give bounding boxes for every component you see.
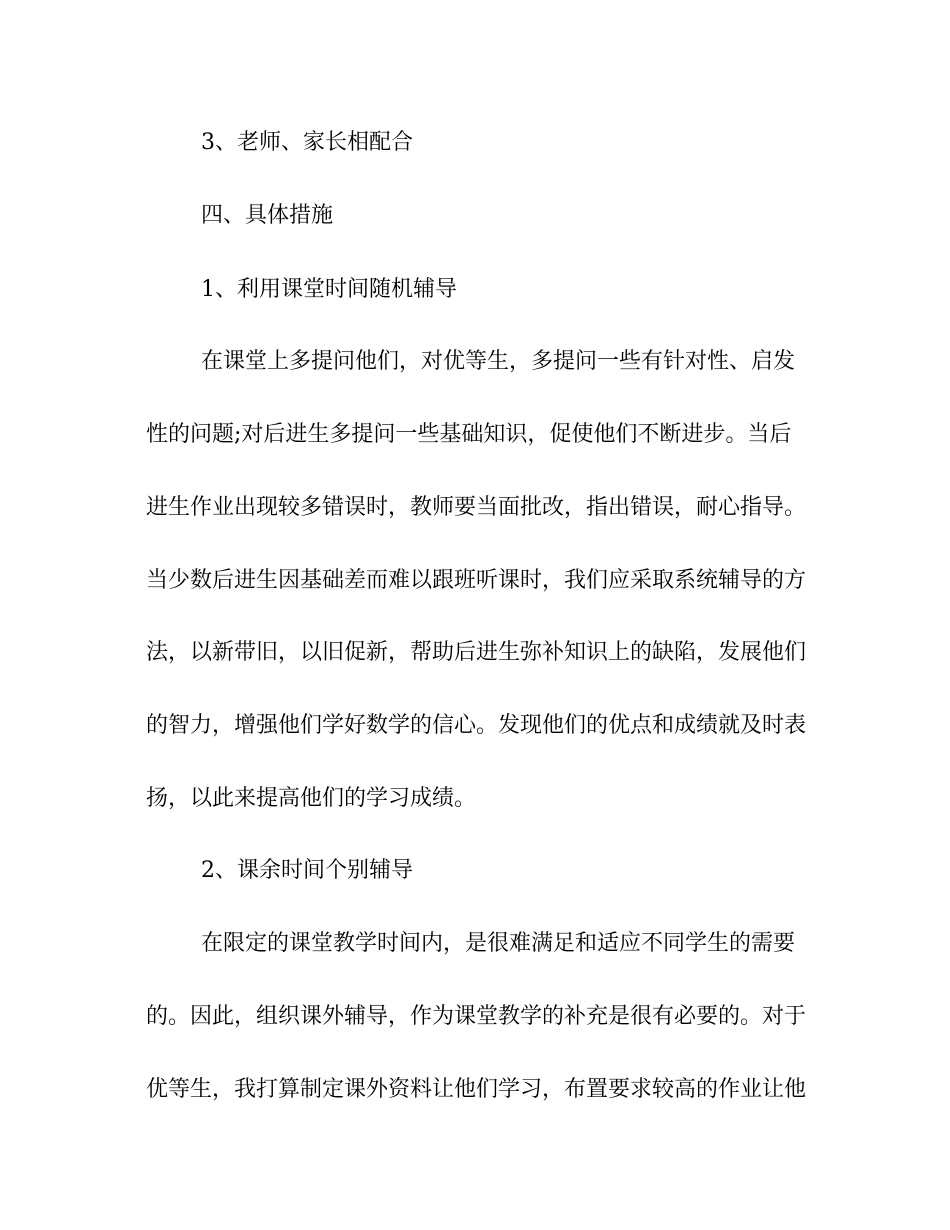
heading-classroom-tutoring: 1、利用课堂时间随机辅导 <box>201 277 457 302</box>
heading-after-class-tutoring: 2、课余时间个别辅导 <box>201 858 413 883</box>
paragraph-line: 扬，以此来提高他们的学习成绩。 <box>146 786 477 811</box>
paragraph-line: 在课堂上多提问他们，对优等生，多提问一些有针对性、启发 <box>201 349 796 374</box>
paragraph-line: 当少数后进生因基础差而难以跟班听课时，我们应采取系统辅导的方 <box>146 568 807 593</box>
paragraph-line: 在限定的课堂教学时间内，是很难满足和适应不同学生的需要 <box>201 931 796 956</box>
paragraph-line: 法，以新带旧，以旧促新，帮助后进生弥补知识上的缺陷，发展他们 <box>146 640 807 665</box>
paragraph-line: 性的问题;对后进生多提问一些基础知识，促使他们不断进步。当后 <box>146 422 792 447</box>
paragraph-line: 优等生，我打算制定课外资料让他们学习，布置要求较高的作业让他 <box>146 1077 807 1102</box>
paragraph-line: 的。因此，组织课外辅导，作为课堂教学的补充是很有必要的。对于 <box>146 1004 807 1029</box>
heading-specific-measures: 四、具体措施 <box>201 203 334 228</box>
paragraph-line: 的智力，增强他们学好数学的信心。发现他们的优点和成绩就及时表 <box>146 713 807 738</box>
paragraph-line: 进生作业出现较多错误时，教师要当面批改，指出错误，耐心指导。 <box>146 495 807 520</box>
heading-teacher-parent-cooperation: 3、老师、家长相配合 <box>201 130 413 155</box>
